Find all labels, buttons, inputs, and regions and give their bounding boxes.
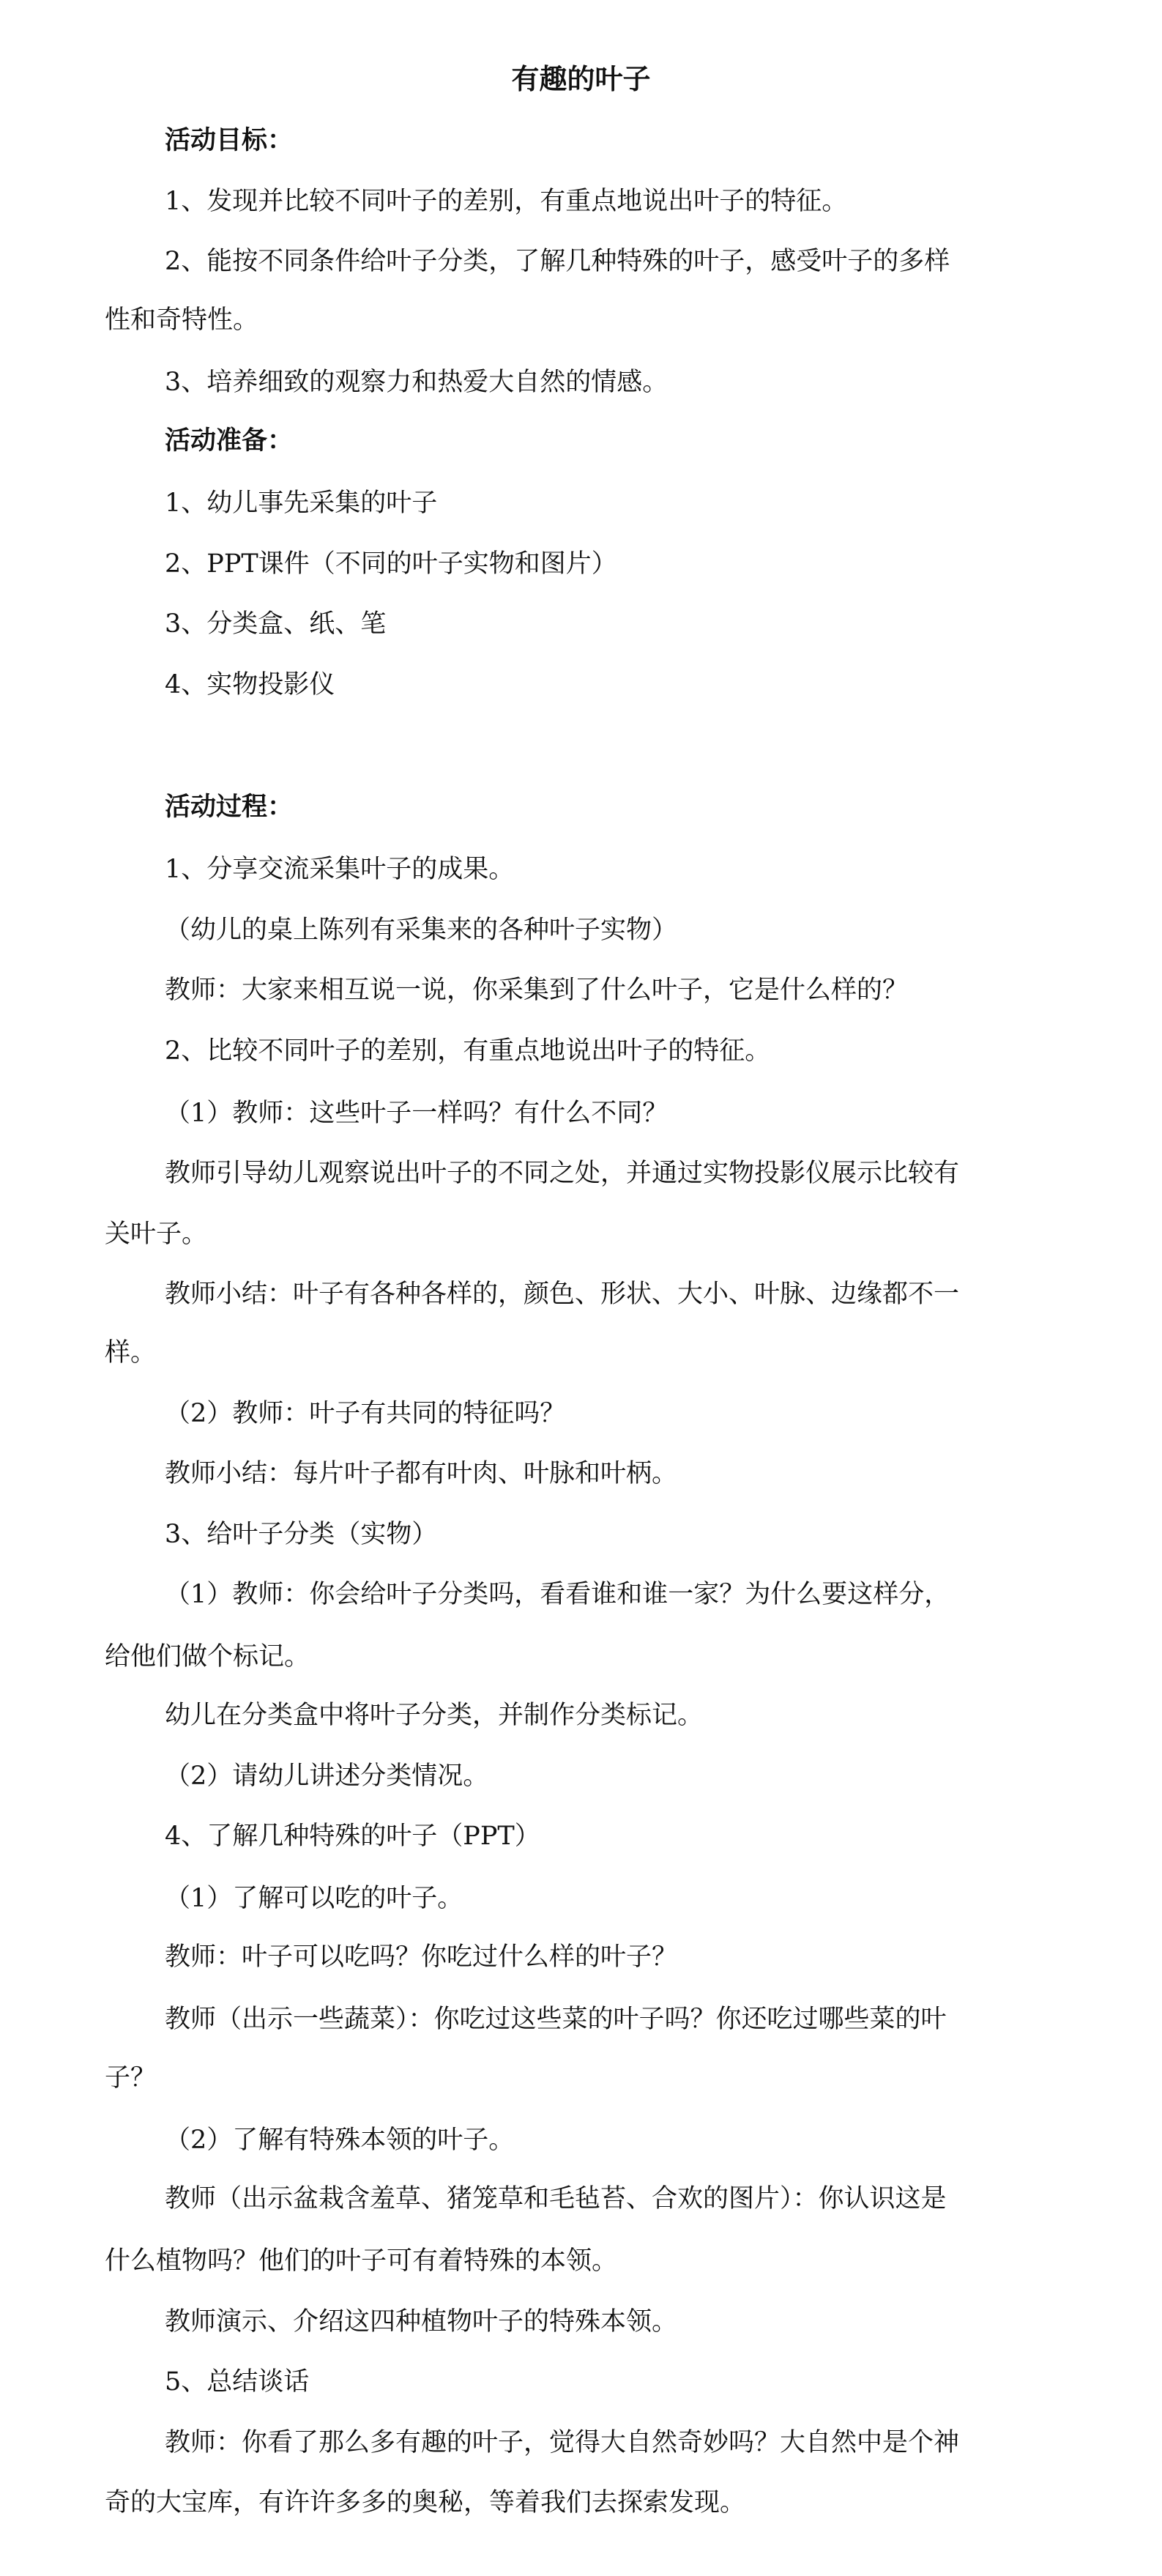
section-heading: 活动目标： <box>165 125 294 155</box>
paragraph-line: 3、给叶子分类（实物） <box>165 1520 438 1549</box>
paragraph-line: 1、幼儿事先采集的叶子 <box>165 489 438 518</box>
paragraph-line: 5、总结谈话 <box>165 2367 310 2397</box>
paragraph-line: （1）教师：这些叶子一样吗？有什么不同？ <box>165 1099 668 1128</box>
paragraph-line: 给他们做个标记。 <box>105 1642 310 1671</box>
paragraph-line: 2、比较不同叶子的差别，有重点地说出叶子的特征。 <box>165 1036 771 1066</box>
paragraph-line: （2）了解有特殊本领的叶子。 <box>165 2126 515 2155</box>
paragraph-line: 样。 <box>105 1338 157 1367</box>
paragraph-line: 性和奇特性。 <box>105 305 259 335</box>
paragraph-line: 3、分类盒、纸、笔 <box>165 609 387 639</box>
paragraph-line: 教师演示、介绍这四种植物叶子的特殊本领。 <box>165 2307 678 2336</box>
paragraph-line: 奇的大宝库，有许许多多的奥秘，等着我们去探索发现。 <box>105 2488 746 2517</box>
paragraph-line: 2、能按不同条件给叶子分类，了解几种特殊的叶子，感受叶子的多样 <box>165 247 950 276</box>
paragraph-line: （2）请幼儿讲述分类情况。 <box>165 1762 489 1791</box>
paragraph-line: 教师：你看了那么多有趣的叶子，觉得大自然奇妙吗？大自然中是个神 <box>165 2428 960 2457</box>
paragraph-line: （2）教师：叶子有共同的特征吗？ <box>165 1399 566 1428</box>
paragraph-line: 2、PPT课件（不同的叶子实物和图片） <box>165 549 617 579</box>
paragraph-line: 教师小结：每片叶子都有叶肉、叶脉和叶柄。 <box>165 1459 678 1488</box>
paragraph-line: 幼儿在分类盒中将叶子分类，并制作分类标记。 <box>165 1701 704 1730</box>
paragraph-line: （1）了解可以吃的叶子。 <box>165 1884 463 1913</box>
paragraph-line: 教师：大家来相互说一说，你采集到了什么叶子，它是什么样的？ <box>165 976 909 1005</box>
paragraph-line: 什么植物吗？他们的叶子可有着特殊的本领。 <box>105 2246 618 2276</box>
paragraph-line: 教师（出示盆栽含羞草、猪笼草和毛毡苔、合欢的图片）：你认识这是 <box>165 2184 947 2213</box>
paragraph-line: （幼儿的桌上陈列有采集来的各种叶子实物） <box>165 916 678 945</box>
paragraph-line: 3、培养细致的观察力和热爱大自然的情感。 <box>165 368 668 397</box>
paragraph-line: 教师引导幼儿观察说出叶子的不同之处，并通过实物投影仪展示比较有 <box>165 1159 960 1188</box>
paragraph-line: 4、实物投影仪 <box>165 670 335 699</box>
paragraph-line: 教师（出示一些蔬菜）：你吃过这些菜的叶子吗？你还吃过哪些菜的叶 <box>165 2005 947 2034</box>
section-heading: 活动过程： <box>165 792 294 822</box>
paragraph-line: 1、分享交流采集叶子的成果。 <box>165 855 515 884</box>
paragraph-line: （1）教师：你会给叶子分类吗，看看谁和谁一家？为什么要这样分， <box>165 1580 950 1609</box>
paragraph-line: 4、了解几种特殊的叶子（PPT） <box>165 1822 540 1851</box>
document-title: 有趣的叶子 <box>511 62 651 95</box>
paragraph-line: 子？ <box>105 2063 157 2093</box>
paragraph-line: 教师：叶子可以吃吗？你吃过什么样的叶子？ <box>165 1942 678 1972</box>
paragraph-line: 1、发现并比较不同叶子的差别，有重点地说出叶子的特征。 <box>165 187 848 216</box>
section-heading: 活动准备： <box>165 426 294 456</box>
paragraph-line: 关叶子。 <box>105 1220 208 1249</box>
paragraph-line: 教师小结：叶子有各种各样的，颜色、形状、大小、叶脉、边缘都不一 <box>165 1280 960 1309</box>
